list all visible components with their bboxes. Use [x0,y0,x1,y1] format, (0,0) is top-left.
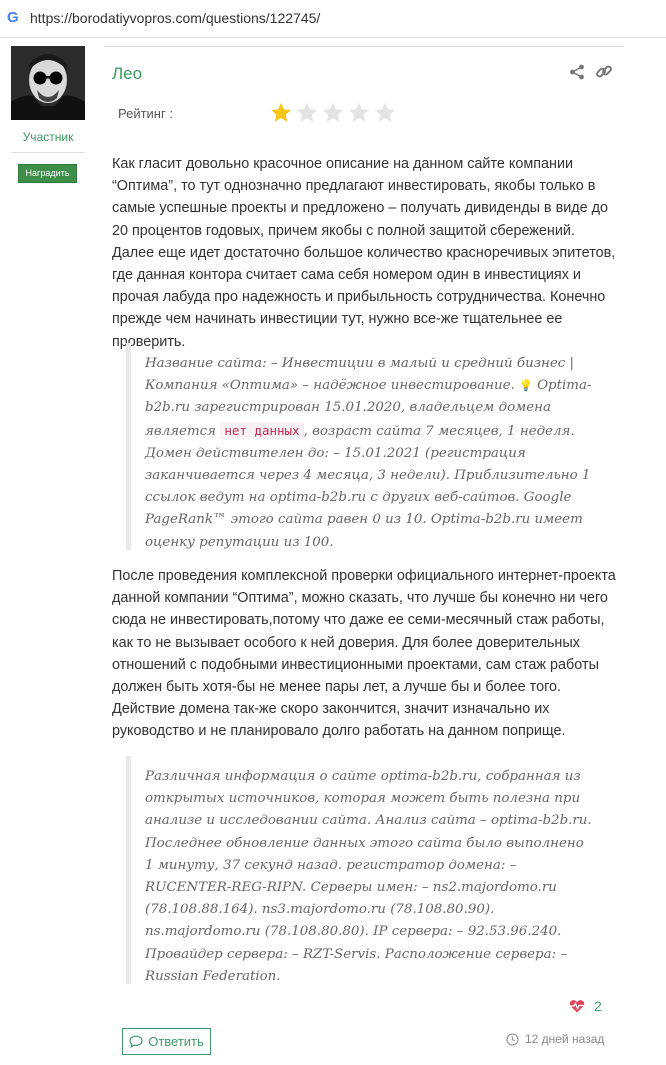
blockquote-1 [126,343,596,550]
star-empty-icon[interactable] [294,101,320,125]
comment-icon [129,1035,143,1048]
star-filled-icon[interactable] [268,101,294,125]
post-paragraph-2: После проведения комплексной проверки официального интернет-проекта данной компании “Оптима”, можно сказать, что лучше бы конечно ни чего сюда не инвестировать,потому что даже ее семи-месячный стаж работы, как то не вызывает особого к ней доверия. Для более доверительных отношений с подобными инвестиционными проектами, сам стаж работы должен быть хотя-бы не менее пары лет, а лучше бы и более того. Действие домена так-же скоро закончится, значит изначально их руководство и не планировало долго работать на данном поприще. [112,568,616,740]
post-divider [104,46,624,47]
user-role: Участник [22,130,74,144]
avatar[interactable] [11,46,85,120]
link-icon[interactable] [595,63,613,81]
quote-1-text-a: Название сайта: – Инвестиции в малый и средний бизнес | Компания «Оптима» – надёжное инвестирование. [145,356,575,394]
rating-label: Рейтинг : [118,106,173,121]
clock-icon [506,1033,519,1046]
post-time: 12 дней назад [525,1032,605,1046]
google-g-icon: G [7,9,19,26]
award-button[interactable]: Наградить [18,164,77,183]
inline-code: нет данных [220,422,303,439]
heartbeat-icon[interactable] [569,998,585,1014]
like-count: 2 [594,998,602,1014]
share-icon[interactable] [569,64,585,80]
author-name[interactable]: Лео [112,64,143,83]
url-text[interactable]: https://borodatiyvopros.com/questions/122745/ [30,10,321,26]
rating-stars[interactable] [268,101,398,125]
reply-button[interactable] [122,1028,211,1055]
quote-1-text-c: , возраст сайта 7 месяцев, 1 неделя. Домен действителен до: – 15.01.2021 (регистрация заканчивается через 4 месяца, 3 недели). Приблизительно 1 ссылок ведут на optima-b2b.ru с других веб-сайтов. Google PageRank™ этого сайта равен 0 из 10. Optima-b2b.ru имеет оценку репутации из 100. [145,423,591,550]
post-paragraph-1: Как гласит довольно красочное описание на данном сайте компании “Оптима”, то тут однозначно предлагают инвестировать, якобы только в самые успешные проекты и предложено – получать дивиденды в виде до 20 процентов годовых, причем якобы с полной защитой сбережений. Далее еще идет достаточно большое количество красноречивых эпитетов, где данная контора считает сама себя номером один в инвестициях и прочая лабуда про надежность и прибыльность сотрудничества. Конечно прежде чем начинать инвестиции тут, нужно все-же тщательнее ее проверить. [112,156,616,350]
blockquote-2: Различная информация о сайте optima-b2b.ru, собранная из открытых источников, которая может быть полезна при анализе и исследовании сайта. Анализ сайта – optima-b2b.ru. Последнее обновление данных этого сайта было выполнено 1 минуту, 37 секунд назад. регистратор домена: – RUCENTER-REG-RIPN. Серверы имен: – ns2.majordomo.ru (78.108.88.164). ns3.majordomo.ru (78.108.80.90). ns.majordomo.ru (78.108.80.80). IP сервера: – 92.53.96.240. Провайдер сервера: – RZT-Servis. Расположение сервера: – Russian Federation. [126,756,596,984]
quote-1-text-b: Optima-b2b.ru зарегистрирован 15.01.2020, владельцем домена является [145,378,592,439]
star-empty-icon[interactable] [320,101,346,125]
star-empty-icon[interactable] [372,101,398,125]
avatar-image [11,46,85,120]
browser-url-bar[interactable] [0,0,666,38]
sidebar-divider [11,152,85,153]
star-empty-icon[interactable] [346,101,372,125]
reply-label: Ответить [148,1034,204,1049]
lightbulb-icon: 💡 [519,379,533,393]
